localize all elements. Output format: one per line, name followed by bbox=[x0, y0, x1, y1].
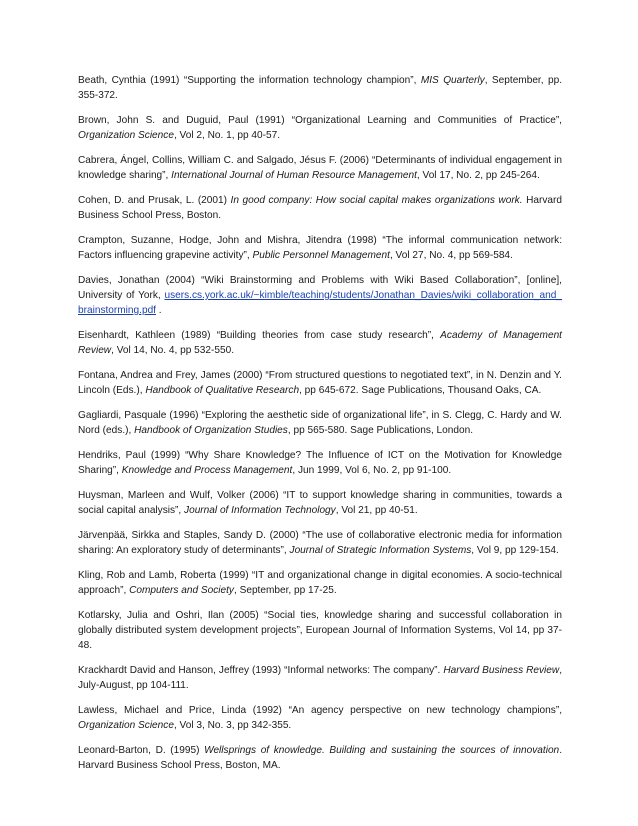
reference-entry bbox=[78, 368, 562, 398]
reference-title-italic: Public Personnel Management bbox=[252, 250, 390, 261]
reference-entry bbox=[78, 663, 562, 693]
reference-text: . bbox=[156, 305, 162, 316]
reference-text: , pp 645-672. Sage Publications, Thousand Oaks, CA. bbox=[299, 385, 542, 396]
reference-title-italic: Journal of Strategic Information Systems bbox=[289, 545, 472, 556]
reference-text: , September, pp 17-25. bbox=[233, 585, 337, 596]
reference-text: , Vol 17, No. 2, pp 245-264. bbox=[416, 170, 540, 181]
reference-text: Lawless, Michael and Price, Linda (1992) “An agency perspective on new technology champions”, bbox=[78, 705, 562, 716]
reference-entry bbox=[78, 273, 562, 318]
reference-entry bbox=[78, 448, 562, 478]
reference-list bbox=[78, 73, 562, 783]
reference-entry bbox=[78, 568, 562, 598]
reference-text: , Vol 21, pp 40-51. bbox=[335, 505, 418, 516]
reference-title-italic: Handbook of Qualitative Research bbox=[145, 385, 300, 396]
reference-title-italic: Organization Science bbox=[78, 720, 174, 731]
reference-text: Kotlarsky, Julia and Oshri, Ilan (2005) “Social ties, knowledge sharing and successful collaboration in globally distributed system development projects”, European Journal of Information Systems, Vol 14, pp 37-48. bbox=[78, 610, 562, 651]
reference-entry bbox=[78, 703, 562, 733]
reference-text: , Jun 1999, Vol 6, No. 2, pp 91-100. bbox=[292, 465, 452, 476]
reference-text: Hendriks, Paul (1999) “Why Share Knowledge? The Influence of ICT on the Motivation for Knowledge Sharing”, bbox=[78, 450, 562, 476]
reference-text: , September, pp. 355-372. bbox=[78, 75, 562, 101]
reference-text: Järvenpää, Sirkka and Staples, Sandy D. (2000) “The use of collaborative electronic media for information sharing: An exploratory study of determinants”, bbox=[78, 530, 562, 556]
reference-entry bbox=[78, 73, 562, 103]
reference-title-italic: Wellsprings of knowledge. Building and sustaining the sources of innovation bbox=[204, 745, 560, 756]
reference-text: , July-August, pp 104-111. bbox=[78, 665, 563, 691]
reference-text: Fontana, Andrea and Frey, James (2000) “From structured questions to negotiated text”, in N. Denzin and Y. Lincoln (Eds.), bbox=[78, 370, 562, 396]
reference-text: , Vol 9, pp 129-154. bbox=[471, 545, 559, 556]
reference-text: , Vol 2, No. 1, pp 40-57. bbox=[173, 130, 281, 141]
reference-text: , Vol 27, No. 4, pp 569-584. bbox=[389, 250, 513, 261]
reference-title-italic: Knowledge and Process Management bbox=[121, 465, 293, 476]
reference-entry bbox=[78, 193, 562, 223]
reference-text: Beath, Cynthia (1991) “Supporting the information technology champion”, bbox=[78, 75, 421, 86]
reference-text: Cabrera, Ángel, Collins, William C. and Salgado, Jésus F. (2006) “Determinants of individual engagement in knowledge sharing”, bbox=[78, 155, 562, 181]
reference-text: Harvard Business School Press, Boston. bbox=[78, 195, 562, 221]
reference-text: , pp 565-580. Sage Publications, London. bbox=[287, 425, 474, 436]
reference-entry bbox=[78, 743, 562, 773]
reference-text: Gagliardi, Pasquale (1996) “Exploring the aesthetic side of organizational life”, in S. Clegg, C. Hardy and W. Nord (eds.), bbox=[78, 410, 562, 436]
reference-title-italic: Academy of Management Review bbox=[78, 330, 562, 356]
reference-text: Davies, Jonathan (2004) “Wiki Brainstorming and Problems with Wiki Based Collaboration”, [online], University of York, bbox=[78, 275, 562, 301]
reference-entry bbox=[78, 408, 562, 438]
reference-text: Leonard-Barton, D. (1995) bbox=[78, 745, 205, 756]
reference-text: , Vol 3, No. 3, pp 342-355. bbox=[173, 720, 292, 731]
reference-title-italic: In good company: How social capital makes organizations work. bbox=[230, 195, 523, 206]
reference-entry bbox=[78, 488, 562, 518]
reference-entry bbox=[78, 153, 562, 183]
reference-text: Crampton, Suzanne, Hodge, John and Mishra, Jitendra (1998) “The informal communication network: Factors influencing grapevine activity”, bbox=[78, 235, 562, 261]
reference-entry bbox=[78, 233, 562, 263]
reference-title-italic: Handbook of Organization Studies bbox=[134, 425, 288, 436]
reference-title-italic: Harvard Business Review bbox=[443, 665, 560, 676]
reference-title-italic: Journal of Information Technology bbox=[184, 505, 336, 516]
reference-title-italic: MIS Quarterly bbox=[420, 75, 485, 86]
reference-text: Krackhardt David and Hanson, Jeffrey (1993) “Informal networks: The company”. bbox=[78, 665, 444, 676]
reference-text: , Vol 14, No. 4, pp 532-550. bbox=[111, 345, 235, 356]
reference-text: Eisenhardt, Kathleen (1989) “Building theories from case study research”, bbox=[78, 330, 441, 341]
reference-entry bbox=[78, 113, 562, 143]
reference-text: Cohen, D. and Prusak, L. (2001) bbox=[78, 195, 231, 206]
reference-title-italic: International Journal of Human Resource Management bbox=[171, 170, 417, 181]
reference-entry bbox=[78, 528, 562, 558]
reference-text: . Harvard Business School Press, Boston, MA. bbox=[78, 745, 562, 771]
reference-text: Brown, John S. and Duguid, Paul (1991) “Organizational Learning and Communities of Practice”, bbox=[78, 115, 562, 126]
reference-title-italic: Organization Science bbox=[78, 130, 174, 141]
reference-entry bbox=[78, 608, 562, 653]
reference-text: Kling, Rob and Lamb, Roberta (1999) “IT and organizational change in digital economies. A socio-technical approach”, bbox=[78, 570, 562, 596]
reference-url-link[interactable]: users.cs.york.ac.uk/~kimble/teaching/students/Jonathan_Davies/wiki_collaboration_and_brainstorming.pdf bbox=[78, 290, 562, 316]
reference-entry bbox=[78, 328, 562, 358]
reference-title-italic: Computers and Society bbox=[129, 585, 234, 596]
reference-text: Huysman, Marleen and Wulf, Volker (2006) “IT to support knowledge sharing in communities, towards a social capital analysis”, bbox=[78, 490, 562, 516]
